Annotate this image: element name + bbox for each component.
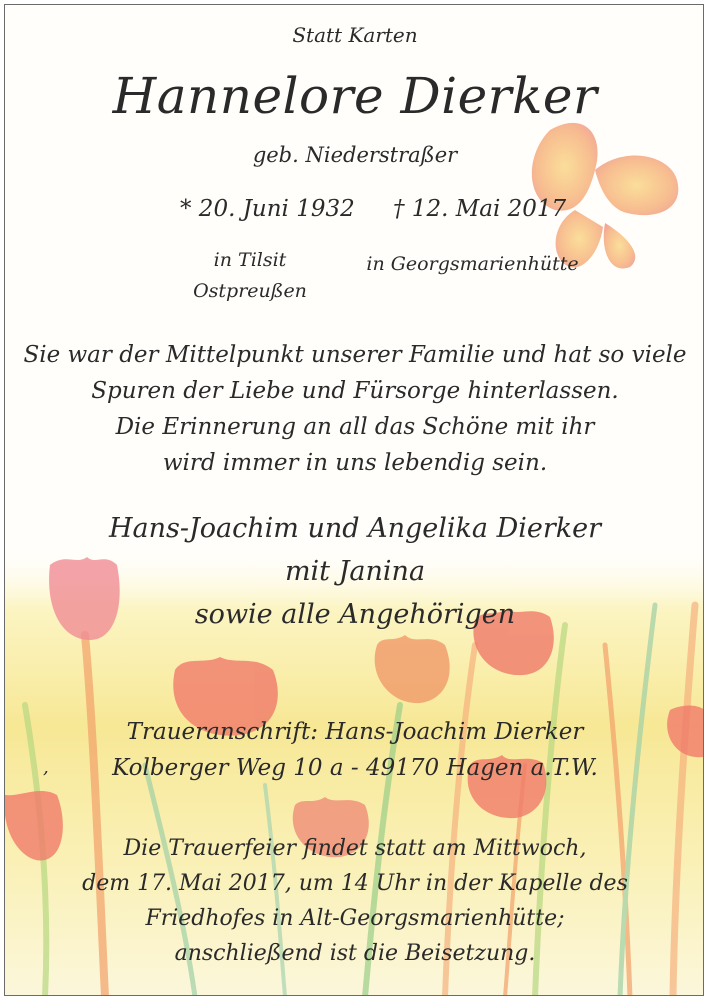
mourner-line: mit Janina: [284, 556, 426, 587]
service-line: dem 17. Mai 2017, um 14 Uhr in der Kapelle des: [82, 871, 628, 896]
service-line: anschließend ist die Beisetzung.: [174, 941, 536, 966]
service-line: Friedhofes in Alt-Georgsmarienhütte;: [145, 906, 565, 931]
verse-line: Sie war der Mittelpunkt unserer Familie und hat so viele: [23, 342, 687, 368]
mourner-line: Hans-Joachim und Angelika Dierker: [108, 513, 602, 544]
obituary-card: [4, 4, 704, 996]
birth-place: [175, 245, 325, 307]
birth-place-line: Ostpreußen: [193, 280, 307, 302]
birth-place-line: in Tilsit: [213, 249, 287, 271]
memorial-verse: [5, 337, 704, 481]
stray-comma-mark: ,: [43, 757, 49, 778]
verse-line: wird immer in uns lebendig sein.: [162, 450, 548, 476]
mourners-list: [5, 507, 704, 636]
birth-date: * 20. Juni 1932: [180, 196, 355, 222]
mourner-line: sowie alle Angehörigen: [194, 599, 516, 630]
death-place-line: in Georgsmarienhütte: [366, 253, 579, 275]
verse-line: Die Erinnerung an all das Schöne mit ihr: [115, 414, 595, 440]
death-place: [360, 249, 585, 280]
birth-name: geb. Niederstraßer: [252, 143, 458, 167]
mourning-address: [5, 714, 704, 786]
address-line: Traueranschrift: Hans-Joachim Dierker: [126, 719, 584, 745]
deceased-name: Hannelore Dierker: [112, 67, 598, 125]
death-date: † 12. Mai 2017: [393, 196, 567, 222]
funeral-service-notice: [5, 831, 704, 971]
header-statt-karten: Statt Karten: [292, 23, 418, 47]
verse-line: Spuren der Liebe und Fürsorge hinterlassen.: [91, 378, 619, 404]
service-line: Die Trauerfeier findet statt am Mittwoch,: [123, 836, 587, 861]
address-line: Kolberger Weg 10 a - 49170 Hagen a.T.W.: [112, 755, 598, 781]
